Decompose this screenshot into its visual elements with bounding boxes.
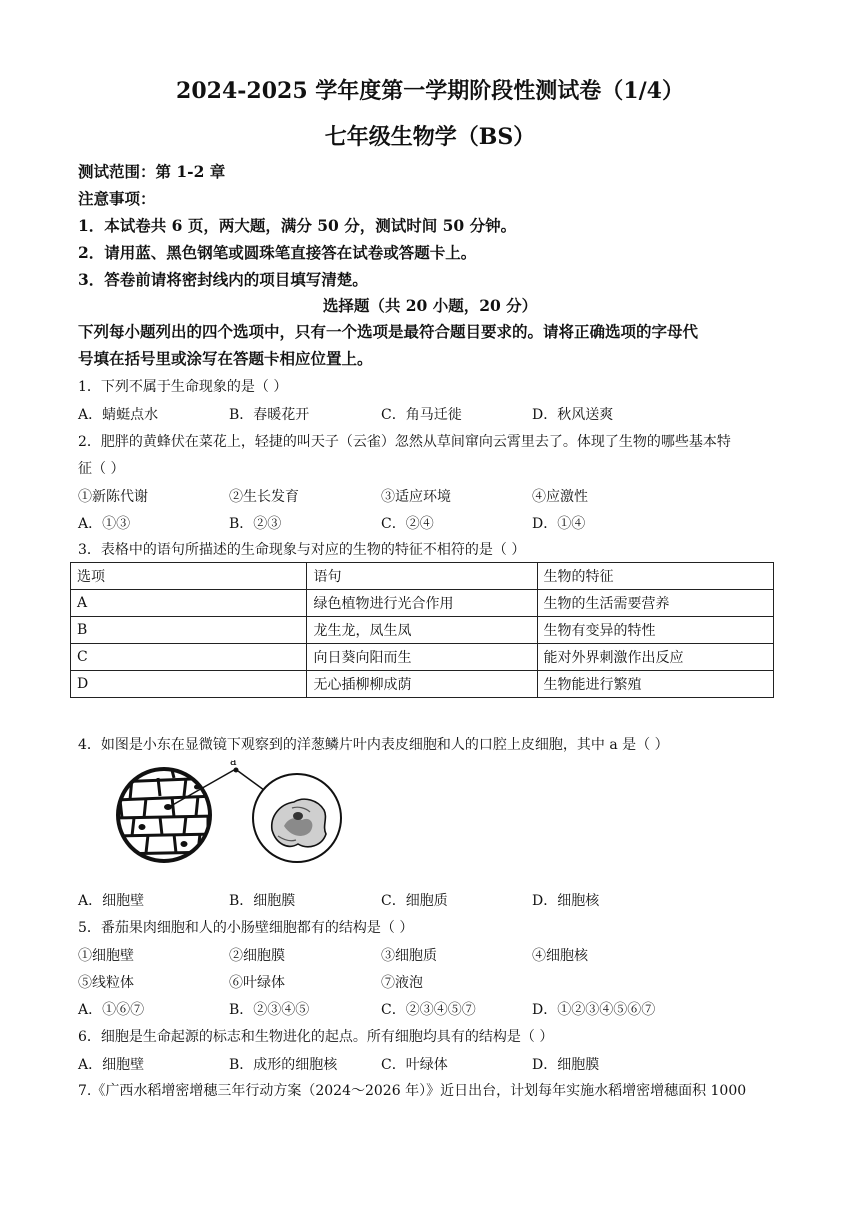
q2-option-d[interactable]: D．①④ [532,516,586,532]
q5-item: ①细胞壁 [78,948,134,964]
table-header: 选项 [71,563,307,590]
question-3-stem: 3．表格中的语句所描述的生命现象与对应的生物的特征不相符的是（ ） [78,542,526,558]
table-cell: 龙生龙，凤生凤 [307,617,537,644]
question-2-stem-cont: 征（ ） [78,461,125,477]
question-1-stem: 1．下列不属于生命现象的是（ ） [78,379,288,395]
q2-option-a[interactable]: A．①③ [78,516,131,532]
q4-option-b[interactable]: B．细胞膜 [229,893,296,909]
test-scope: 测试范围：第 1-2 章 [78,162,226,181]
q5-option-d[interactable]: D．①②③④⑤⑥⑦ [532,1002,656,1018]
q5-option-a[interactable]: A．①⑥⑦ [78,1002,145,1018]
question-2-stem: 2．肥胖的黄蜂伏在菜花上，轻捷的叫天子（云雀）忽然从草间窜向云霄里去了。体现了生物的哪些基本特 [78,434,731,450]
q5-item: ⑤线粒体 [78,975,134,991]
exam-subtitle: 七年级生物学（BS） [324,124,536,150]
q2-item: ②生长发育 [229,489,299,505]
cheek-cell-view [253,774,341,862]
table-cell: A [71,590,307,617]
note-item: 3．答卷前请将密封线内的项目填写清楚。 [78,270,368,289]
q2-option-b[interactable]: B．②③ [229,516,282,532]
section-instruction: 下列每小题列出的四个选项中，只有一个选项是最符合题目要求的。请将正确选项的字母代 [78,322,699,341]
table-cell: 绿色植物进行光合作用 [307,590,537,617]
q5-item: ③细胞质 [381,948,437,964]
table-cell: B [71,617,307,644]
table-row [71,617,774,644]
q1-option-d[interactable]: D．秋风送爽 [532,407,614,423]
question-6-stem: 6．细胞是生命起源的标志和生物进化的起点。所有细胞均具有的结构是（ ） [78,1029,554,1045]
table-cell: 向日葵向阳而生 [307,644,537,671]
q6-option-b[interactable]: B．成形的细胞核 [229,1057,338,1073]
table-row [71,671,774,698]
table-cell: 生物有变异的特性 [537,617,774,644]
q5-item: ②细胞膜 [229,948,285,964]
q1-option-a[interactable]: A．蜻蜓点水 [78,407,159,423]
table-cell: 无心插柳柳成荫 [307,671,537,698]
q5-option-b[interactable]: B．②③④⑤ [229,1002,310,1018]
q2-item: ③适应环境 [381,489,451,505]
q1-option-c[interactable]: C．角马迁徙 [381,407,462,423]
question-4-stem: 4．如图是小东在显微镜下观察到的洋葱鳞片叶内表皮细胞和人的口腔上皮细胞，其中 a 是（ ） [78,737,669,753]
q6-option-a[interactable]: A．细胞壁 [78,1057,145,1073]
table-cell: 生物的生活需要营养 [537,590,774,617]
table-cell: C [71,644,307,671]
q2-option-c[interactable]: C．②④ [381,516,434,532]
q2-item: ④应激性 [532,489,588,505]
table-header: 语句 [307,563,537,590]
onion-cells-view [114,769,216,864]
q5-item: ④细胞核 [532,948,588,964]
table-header-row [71,563,774,590]
table-row [71,644,774,671]
q6-option-d[interactable]: D．细胞膜 [532,1057,600,1073]
note-item: 1．本试卷共 6 页，两大题，满分 50 分，测试时间 50 分钟。 [78,216,517,235]
table-cell: 能对外界刺激作出反应 [537,644,774,671]
q3-table [70,562,774,698]
section-title: 选择题（共 20 小题，20 分） [322,296,538,315]
q4-option-d[interactable]: D．细胞核 [532,893,600,909]
table-cell: D [71,671,307,698]
q1-option-b[interactable]: B．春暖花开 [229,407,310,423]
table-header: 生物的特征 [537,563,774,590]
exam-title: 2024-2025 学年度第一学期阶段性测试卷（1/4） [176,78,684,104]
notes-heading: 注意事项： [78,189,156,208]
note-item: 2．请用蓝、黑色钢笔或圆珠笔直接答在试卷或答题卡上。 [78,243,477,262]
figure-label-a: a [230,760,237,768]
q4-option-a[interactable]: A．细胞壁 [78,893,145,909]
table-row [71,590,774,617]
q6-option-c[interactable]: C．叶绿体 [381,1057,448,1073]
question-5-stem: 5．番茄果肉细胞和人的小肠壁细胞都有的结构是（ ） [78,920,414,936]
section-instruction: 号填在括号里或涂写在答题卡相应位置上。 [78,349,373,368]
q2-item: ①新陈代谢 [78,489,148,505]
q4-option-c[interactable]: C．细胞质 [381,893,448,909]
q5-option-c[interactable]: C．②③④⑤⑦ [381,1002,476,1018]
cell-microscope-figure [112,760,362,870]
question-7-stem: 7.《广西水稻增密增穗三年行动方案（2024～2026 年）》近日出台，计划每年实施水稻增密增穗面积 1000 [78,1083,747,1099]
table-cell: 生物能进行繁殖 [537,671,774,698]
q5-item: ⑥叶绿体 [229,975,285,991]
q5-item: ⑦液泡 [381,975,423,991]
